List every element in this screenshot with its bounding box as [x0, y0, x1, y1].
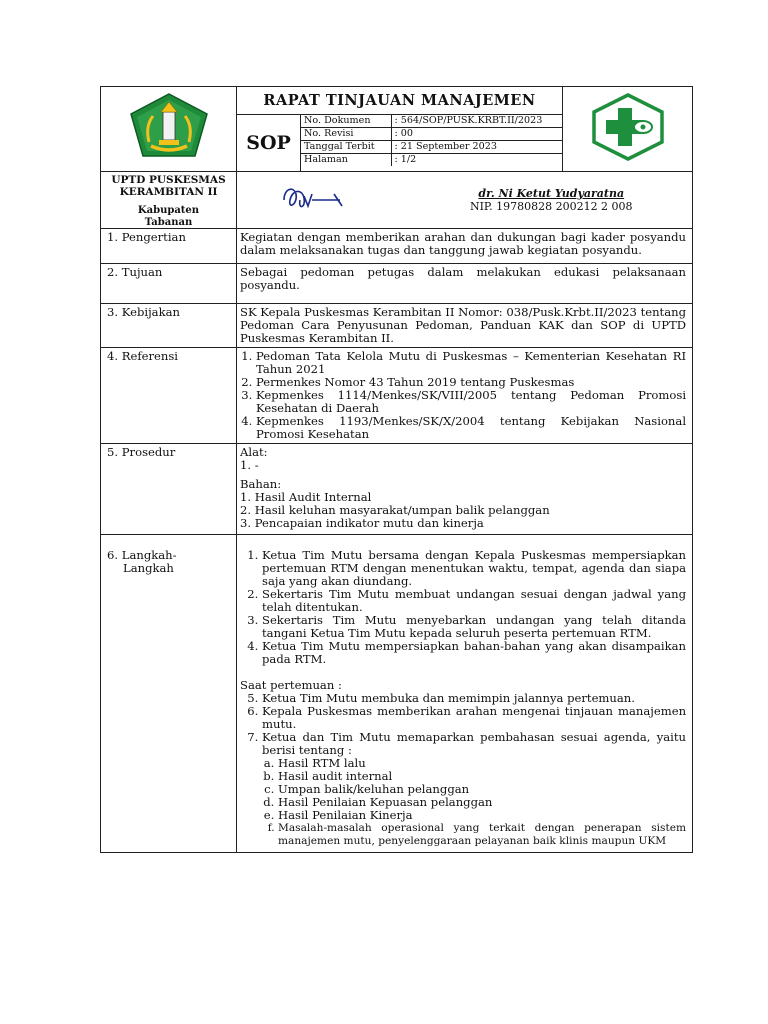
- sop-label: SOP: [237, 115, 301, 172]
- sop-document: [100, 86, 692, 853]
- document-title: RAPAT TINJAUAN MANAJEMEN: [237, 87, 563, 115]
- meta-value: : 1/2: [391, 154, 563, 167]
- meta-value: : 21 September 2023: [391, 141, 563, 154]
- alat-label: Alat:: [240, 445, 268, 459]
- list-item: 2. Permenkes Nomor 43 Tahun 2019 tentang Puskesmas: [256, 376, 686, 389]
- document-meta: [301, 115, 563, 166]
- list-item: [262, 731, 686, 848]
- section-label-tujuan: 2. Tujuan: [101, 264, 237, 304]
- signer-nip: NIP. 19780828 200212 2 008: [469, 200, 633, 213]
- tujuan-text: Sebagai pedoman petugas dalam melakukan edukasi pelaksanaan posyandu.: [240, 265, 687, 292]
- langkah-label-line1: 6. Langkah-: [107, 548, 177, 562]
- referensi-list: [240, 350, 686, 441]
- puskesmas-logo-cell: [563, 87, 693, 172]
- meta-label: Halaman: [301, 154, 391, 167]
- section-content-referensi: [237, 348, 693, 444]
- langkah-label-line2: Langkah: [123, 561, 174, 575]
- list-item: 1. Pedoman Tata Kelola Mutu di Puskesmas – Kementerian Kesehatan RI Tahun 2021: [256, 350, 686, 376]
- list-item: 1. Ketua Tim Mutu bersama dengan Kepala Puskesmas mempersiapkan pertemuan RTM dengan menentukan waktu, tempat, agenda dan siapa saja yang akan diundang.: [262, 549, 686, 588]
- list-item: 6. Kepala Puskesmas memberikan arahan mengenai tinjauan manajemen mutu.: [262, 705, 686, 731]
- bahan-label: Bahan:: [240, 477, 282, 491]
- sub-list-item: c. Umpan balik/keluhan pelanggan: [278, 783, 686, 796]
- kebijakan-text: SK Kepala Puskesmas Kerambitan II Nomor: 038/Pusk.Krbt.II/2023 tentang Pedoman Cara Penyusunan Pedoman, Panduan KAK dan SOP di UPTD Puskesmas Kerambitan II.: [240, 305, 687, 345]
- pengertian-text: Kegiatan dengan memberikan arahan dan dukungan bagi kader posyandu dalam melaksanakan tugas dan tanggung jawab kegiatan posyandu.: [240, 230, 687, 257]
- org-region-line1: Kabupaten: [137, 205, 200, 216]
- meta-label: No. Dokumen: [301, 115, 391, 128]
- signer-name: dr. Ni Ketut Yudyaratna: [478, 187, 625, 200]
- sub-list-item: f. Masalah-masalah operasional yang terkait dengan penerapan sistem manajemen mutu, penyelenggaraan pelayanan baik klinis maupun UKM: [278, 822, 686, 848]
- sub-list-item: b. Hasil audit internal: [278, 770, 686, 783]
- meta-value: : 564/SOP/PUSK.KRBT.II/2023: [391, 115, 563, 128]
- list-item: 2. Sekertaris Tim Mutu membuat undangan sesuai dengan jadwal yang telah ditentukan.: [262, 588, 686, 614]
- bahan-item: 3. Pencapaian indikator mutu dan kinerja: [240, 516, 484, 530]
- section-content-kebijakan: [237, 304, 693, 348]
- puskesmas-cross-icon: [588, 92, 668, 162]
- org-region-line2: Tabanan: [144, 216, 193, 228]
- organization-cell: [101, 172, 237, 229]
- sub-list-item: a. Hasil RTM lalu: [278, 757, 686, 770]
- list-item: 4. Ketua Tim Mutu mempersiapkan bahan-bahan yang akan disampaikan pada RTM.: [262, 640, 686, 666]
- bahan-item: 2. Hasil keluhan masyarakat/umpan balik pelanggan: [240, 503, 550, 517]
- sub-list-item: d. Hasil Penilaian Kepuasan pelanggan: [278, 796, 686, 809]
- section-label-kebijakan: 3. Kebijakan: [101, 304, 237, 348]
- section-content-pengertian: [237, 229, 693, 264]
- alat-item: 1. -: [240, 458, 259, 472]
- section-label-pengertian: 1. Pengertian: [101, 229, 237, 264]
- signature-cell: [237, 172, 391, 229]
- handwritten-signature-icon: [274, 180, 354, 216]
- section-content-tujuan: [237, 264, 693, 304]
- langkah-list-after: [240, 692, 686, 848]
- langkah-list-before: [240, 549, 686, 666]
- section-content-prosedur: [237, 444, 693, 535]
- agenda-sublist: [262, 757, 686, 848]
- meta-label: Tanggal Terbit: [301, 141, 391, 154]
- kabupaten-logo-cell: [101, 87, 237, 172]
- section-content-langkah: [237, 535, 693, 853]
- document-meta-cell: [301, 115, 563, 172]
- sub-list-item: e. Hasil Penilaian Kinerja: [278, 809, 686, 822]
- section-label-langkah: [101, 535, 237, 853]
- saat-pertemuan-label: Saat pertemuan :: [240, 678, 342, 692]
- org-name-line1: UPTD PUSKESMAS: [111, 174, 226, 186]
- list-item: 3. Sekertaris Tim Mutu menyebarkan undangan yang telah ditanda tangani Ketua Tim Mutu kepada seluruh peserta pertemuan RTM.: [262, 614, 686, 640]
- bahan-item: 1. Hasil Audit Internal: [240, 490, 372, 504]
- org-name-line2: KERAMBITAN II: [119, 185, 218, 198]
- tabanan-emblem-icon: [127, 92, 211, 162]
- section-label-prosedur: 5. Prosedur: [101, 444, 237, 535]
- sop-table: [100, 86, 693, 853]
- list-item-text: Ketua dan Tim Mutu memaparkan pembahasan sesuai agenda, yaitu berisi tentang :: [262, 730, 687, 757]
- section-label-referensi: 4. Referensi: [101, 348, 237, 444]
- list-item: 4. Kepmenkes 1193/Menkes/SK/X/2004 tentang Kebijakan Nasional Promosi Kesehatan: [256, 415, 686, 441]
- list-item: 3. Kepmenkes 1114/Menkes/SK/VIII/2005 tentang Pedoman Promosi Kesehatan di Daerah: [256, 389, 686, 415]
- meta-value: : 00: [391, 128, 563, 141]
- list-item: 5. Ketua Tim Mutu membuka dan memimpin jalannya pertemuan.: [262, 692, 686, 705]
- signer-cell: [391, 172, 693, 229]
- meta-label: No. Revisi: [301, 128, 391, 141]
